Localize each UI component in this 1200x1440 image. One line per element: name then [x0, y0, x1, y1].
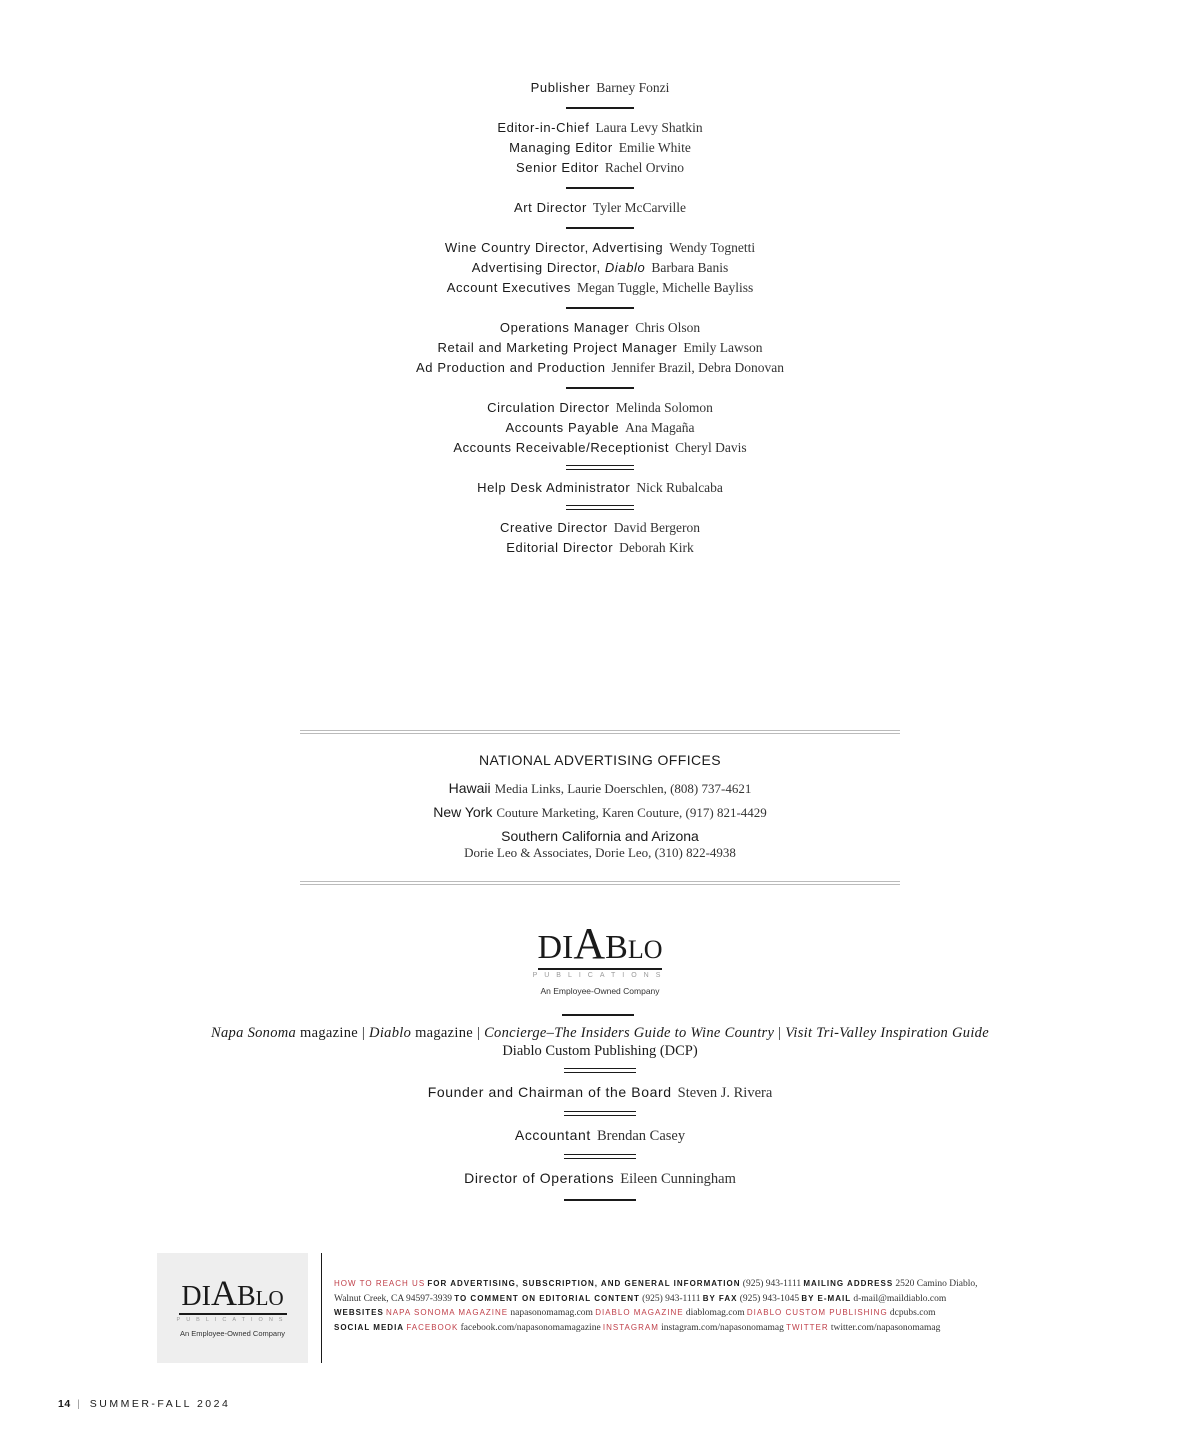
staff-name: Nick Rubalcaba: [636, 480, 723, 495]
how-to-reach-us: [334, 1277, 1034, 1335]
email-link[interactable]: d-mail@maildiablo.com: [853, 1293, 947, 1304]
staff-name: Barbara Banis: [651, 260, 729, 275]
staff-role: Accounts Payable: [505, 420, 620, 435]
fax-label: BY FAX: [702, 1293, 738, 1303]
section-double-rule: [566, 465, 634, 470]
pub-separator: |: [774, 1025, 786, 1041]
pub-napa-sonoma: Napa Sonoma: [211, 1025, 297, 1041]
section-rule: [566, 187, 634, 189]
office-detail: Couture Marketing, Karen Couture, (917) 821-4429: [496, 805, 767, 820]
mail-label: MAILING ADDRESS: [803, 1279, 894, 1288]
logo-bar: [538, 968, 662, 970]
section-double-rule: [564, 1068, 636, 1073]
contact-line-3: [334, 1306, 1034, 1321]
contact-line-4: [334, 1321, 1034, 1336]
masthead-line: [0, 278, 1200, 298]
staff-role: Senior Editor: [515, 160, 599, 175]
section-rule: [566, 107, 634, 109]
staff-role: Accounts Receivable/Receptionist: [453, 440, 670, 455]
twitter-label: TWITTER: [786, 1322, 829, 1332]
staff-role: Circulation Director: [487, 400, 610, 415]
logo-wordmark: DIABLO: [181, 1273, 284, 1313]
masthead-line: [0, 418, 1200, 438]
staff-role: Art Director: [513, 200, 587, 215]
logo-publications: PUBLICATIONS: [176, 1316, 289, 1323]
masthead-line: [0, 538, 1200, 558]
masthead-line: [0, 478, 1200, 498]
publications-list: [0, 1024, 1200, 1042]
contact-line-2: [334, 1292, 1034, 1307]
diablo-publications-logo: [157, 1275, 308, 1338]
facebook-link[interactable]: facebook.com/napasonomamagazine: [460, 1322, 601, 1333]
staff-role: [472, 260, 646, 275]
page-number: 14: [58, 1398, 71, 1410]
email-label: BY E-MAIL: [801, 1293, 852, 1303]
national-advertising-offices: [0, 752, 1200, 861]
staff-name: Emilie White: [618, 140, 691, 155]
diablo-mag-link[interactable]: diablomag.com: [685, 1308, 745, 1318]
logo-wordmark: DIABLO: [537, 919, 663, 968]
staff-role-text: Advertising Director,: [471, 260, 601, 275]
staff-role: Editor-in-Chief: [497, 120, 590, 135]
masthead-line: [0, 258, 1200, 278]
masthead-line: [0, 198, 1200, 218]
pub-diablo: Diablo: [369, 1025, 412, 1041]
staff-name: Brendan Casey: [596, 1128, 686, 1144]
pub-concierge: Concierge–The Insiders Guide to Wine Country: [484, 1025, 775, 1041]
masthead-line: [0, 118, 1200, 138]
masthead-line: [0, 358, 1200, 378]
staff-name: Cheryl Davis: [675, 440, 747, 455]
contact-line-1: [334, 1277, 1034, 1292]
staff-role: Creative Director: [499, 520, 608, 535]
pub-separator: magazine |: [296, 1025, 370, 1041]
staff-role: Wine Country Director, Advertising: [444, 240, 664, 255]
corporate-line: [0, 1167, 1200, 1189]
masthead-line: [0, 398, 1200, 418]
logo-publications: PUBLICATIONS: [532, 971, 668, 979]
staff-role: Accountant: [514, 1127, 591, 1143]
custom-publishing: Diablo Custom Publishing (DCP): [502, 1043, 698, 1059]
offices-bottom-rule: [300, 881, 900, 885]
masthead-line: [0, 318, 1200, 338]
office-hawaii: [0, 780, 1200, 797]
staff-role: Help Desk Administrator: [477, 480, 631, 495]
staff-name: David Bergeron: [613, 520, 701, 535]
staff-role: Director of Operations: [464, 1170, 615, 1186]
staff-name: Emily Lawson: [683, 340, 763, 355]
staff-name: Rachel Orvino: [604, 160, 685, 175]
logo-tagline: An Employee-Owned Company: [179, 1328, 286, 1338]
footer-logo-box: [157, 1253, 308, 1363]
instagram-link[interactable]: instagram.com/napasonomamag: [661, 1322, 784, 1333]
masthead-line: [0, 518, 1200, 538]
mail-address-2: Walnut Creek, CA 94597-3939: [334, 1293, 452, 1304]
diablo-mag-label: DIABLO MAGAZINE: [595, 1308, 684, 1317]
staff-role: Founder and Chairman of the Board: [427, 1084, 672, 1100]
masthead-line: [0, 78, 1200, 98]
corporate-line: [0, 1124, 1200, 1146]
facebook-label: FACEBOOK: [406, 1322, 459, 1332]
logo-bar: [179, 1313, 287, 1315]
corporate-line: [0, 1081, 1200, 1103]
office-region: Southern California and Arizona: [501, 828, 699, 844]
staff-name: Jennifer Brazil, Debra Donovan: [611, 360, 784, 375]
fax-number: (925) 943-1045: [739, 1293, 800, 1304]
corporate-masthead: [0, 1024, 1200, 1211]
masthead-line: [0, 238, 1200, 258]
staff-name: Tyler McCarville: [592, 200, 687, 215]
staff-role: Managing Editor: [509, 140, 613, 155]
staff-name: Laura Levy Shatkin: [595, 120, 703, 135]
masthead: [0, 78, 1200, 558]
page-folio: [58, 1398, 230, 1410]
staff-name: Wendy Tognetti: [669, 240, 756, 255]
comment-phone: (925) 943-1111: [642, 1293, 701, 1304]
how-to-reach-label: HOW TO REACH US: [334, 1279, 426, 1288]
staff-name: Steven J. Rivera: [677, 1085, 773, 1101]
staff-name: Deborah Kirk: [619, 540, 694, 555]
info-phone: (925) 943-1111: [742, 1279, 802, 1289]
footer-divider: [321, 1253, 322, 1363]
office-new-york: [0, 804, 1200, 821]
dcp-link[interactable]: dcpubs.com: [889, 1308, 936, 1318]
section-double-rule: [566, 505, 634, 510]
comment-label: TO COMMENT ON EDITORIAL CONTENT: [454, 1293, 640, 1303]
logo-tagline: An Employee-Owned Company: [540, 985, 660, 996]
section-rule: [566, 227, 634, 229]
staff-role: Account Executives: [446, 280, 571, 295]
masthead-line: [0, 158, 1200, 178]
section-double-rule: [564, 1154, 636, 1159]
staff-role: Publisher: [530, 80, 591, 95]
staff-role: Editorial Director: [506, 540, 614, 555]
staff-name: Barney Fonzi: [596, 80, 670, 95]
section-rule: [562, 1014, 634, 1016]
folio-separator: |: [77, 1398, 83, 1410]
pub-visit-tri-valley: Visit Tri-Valley Inspiration Guide: [785, 1025, 989, 1041]
staff-role: Ad Production and Production: [416, 360, 606, 375]
websites-label: WEBSITES: [334, 1308, 384, 1317]
mail-address-1: 2520 Camino Diablo,: [895, 1279, 978, 1289]
staff-role-italic: Diablo: [604, 260, 646, 275]
office-detail: Dorie Leo & Associates, Dorie Leo, (310) 822-4938: [464, 845, 736, 860]
staff-name: Melinda Solomon: [615, 400, 713, 415]
staff-name: Chris Olson: [635, 320, 701, 335]
staff-role: Retail and Marketing Project Manager: [437, 340, 678, 355]
diablo-publications-logo: [520, 919, 680, 996]
dcp-label: DIABLO CUSTOM PUBLISHING: [746, 1308, 888, 1317]
staff-name: Megan Tuggle, Michelle Bayliss: [577, 280, 754, 295]
social-media-label: SOCIAL MEDIA: [334, 1322, 405, 1332]
section-rule: [566, 387, 634, 389]
masthead-line: [0, 438, 1200, 458]
pub-separator: magazine |: [411, 1025, 485, 1041]
office-region: Hawaii: [448, 780, 491, 796]
staff-name: Ana Magaña: [625, 420, 695, 435]
offices-top-rule: [300, 730, 900, 734]
office-detail: Media Links, Laurie Doerschlen, (808) 737-4621: [494, 781, 752, 796]
instagram-label: INSTAGRAM: [602, 1322, 659, 1332]
office-region: New York: [433, 804, 493, 820]
section-rule: [566, 307, 634, 309]
offices-heading: NATIONAL ADVERTISING OFFICES: [479, 752, 721, 768]
staff-name: Eileen Cunningham: [620, 1171, 736, 1187]
napa-sonoma-link[interactable]: napasonomamag.com: [510, 1308, 593, 1318]
napa-sonoma-label: NAPA SONOMA MAGAZINE: [386, 1308, 509, 1317]
staff-role: Operations Manager: [499, 320, 630, 335]
masthead-line: [0, 338, 1200, 358]
twitter-link[interactable]: twitter.com/napasonomamag: [830, 1322, 941, 1333]
section-double-rule: [564, 1111, 636, 1116]
section-rule: [564, 1199, 636, 1201]
issue-name: SUMMER-FALL 2024: [89, 1398, 231, 1410]
masthead-line: [0, 138, 1200, 158]
info-label: FOR ADVERTISING, SUBSCRIPTION, AND GENERAL INFORMATION: [427, 1279, 741, 1288]
